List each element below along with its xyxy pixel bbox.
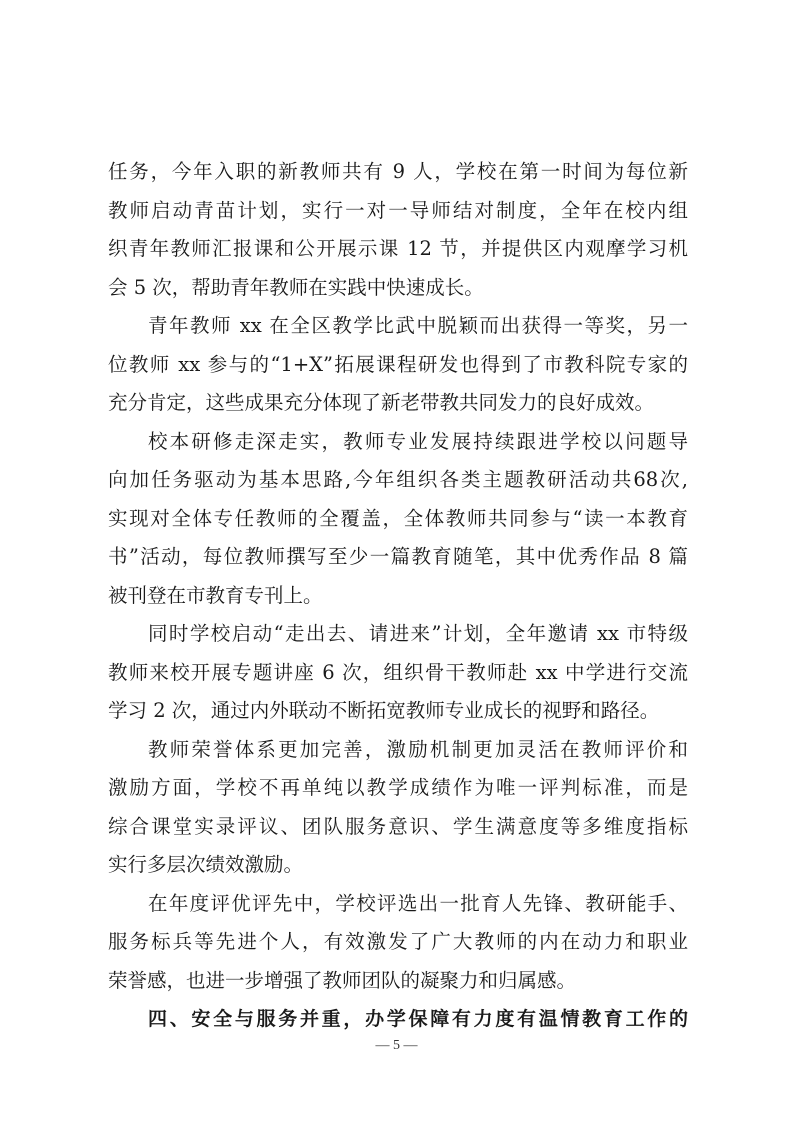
body-text [108, 153, 688, 1039]
paragraph-line: 校本研修走深走实，教师专业发展持续跟进学校以问题导 [148, 429, 688, 453]
paragraph-line: 青年教师 xx 在全区教学比武中脱颖而出获得一等奖，另一 [148, 314, 688, 337]
paragraph-line: 向加任务驱动为基本思路,今年组织各类主题教研活动共68次, [108, 468, 688, 491]
paragraph-line: 被刊登在市教育专刊上。 [108, 583, 323, 607]
paragraph-line: 教师荣誉体系更加完善，激励机制更加灵活在教师评价和 [148, 737, 688, 761]
paragraph-line: 在年度评优评先中，学校评选出一批育人先锋、教研能手、 [148, 891, 688, 915]
paragraph-line: 教师来校开展专题讲座 6 次，组织骨干教师赴 xx 中学进行交流 [108, 660, 688, 684]
paragraph-line: 激励方面，学校不再单纯以教学成绩作为唯一评判标准，而是 [108, 776, 688, 799]
paragraph-line: 实现对全体专任教师的全覆盖，全体教师共同参与“读一本教育 [108, 506, 688, 530]
paragraph-line: 教师启动青苗计划，实行一对一导师结对制度，全年在校内组 [108, 198, 688, 222]
paragraph-line: 任务，今年入职的新教师共有 9 人，学校在第一时间为每位新 [108, 160, 688, 183]
paragraph-line: 实行多层次绩效激励。 [108, 853, 304, 876]
paragraph-line: 同时学校启动“走出去、请进来”计划，全年邀请 xx 市特级 [148, 622, 688, 645]
paragraph-line: 服务标兵等先进个人，有效激发了广大教师的内在动力和职业 [108, 930, 688, 953]
paragraph-line: 会 5 次，帮助青年教师在实践中快速成长。 [108, 275, 484, 299]
paragraph-line: 学习 2 次，通过内外联动不断拓宽教师专业成长的视野和路径。 [108, 699, 660, 722]
paragraph-line: 织青年教师汇报课和公开展示课 12 节，并提供区内观摩学习机 [108, 237, 688, 260]
section-heading: 四、安全与服务并重，办学保障有力度有温情教育工作的 [148, 1008, 688, 1030]
page-number: — 5 — [375, 1038, 418, 1053]
paragraph-line: 位教师 xx 参与的“1+X”拓展课程研发也得到了市教科院专家的 [108, 352, 688, 376]
paragraph-line: 充分肯定，这些成果充分体现了新老带教共同发力的良好成效。 [108, 391, 655, 414]
paragraph-line: 荣誉感，也进一步增强了教师团队的凝聚力和归属感。 [108, 968, 577, 992]
paragraph-line: 综合课堂实录评议、团队服务意识、学生满意度等多维度指标 [108, 814, 688, 838]
paragraph-line: 书”活动，每位教师撰写至少一篇教育随笔，其中优秀作品 8 篇 [108, 545, 688, 568]
